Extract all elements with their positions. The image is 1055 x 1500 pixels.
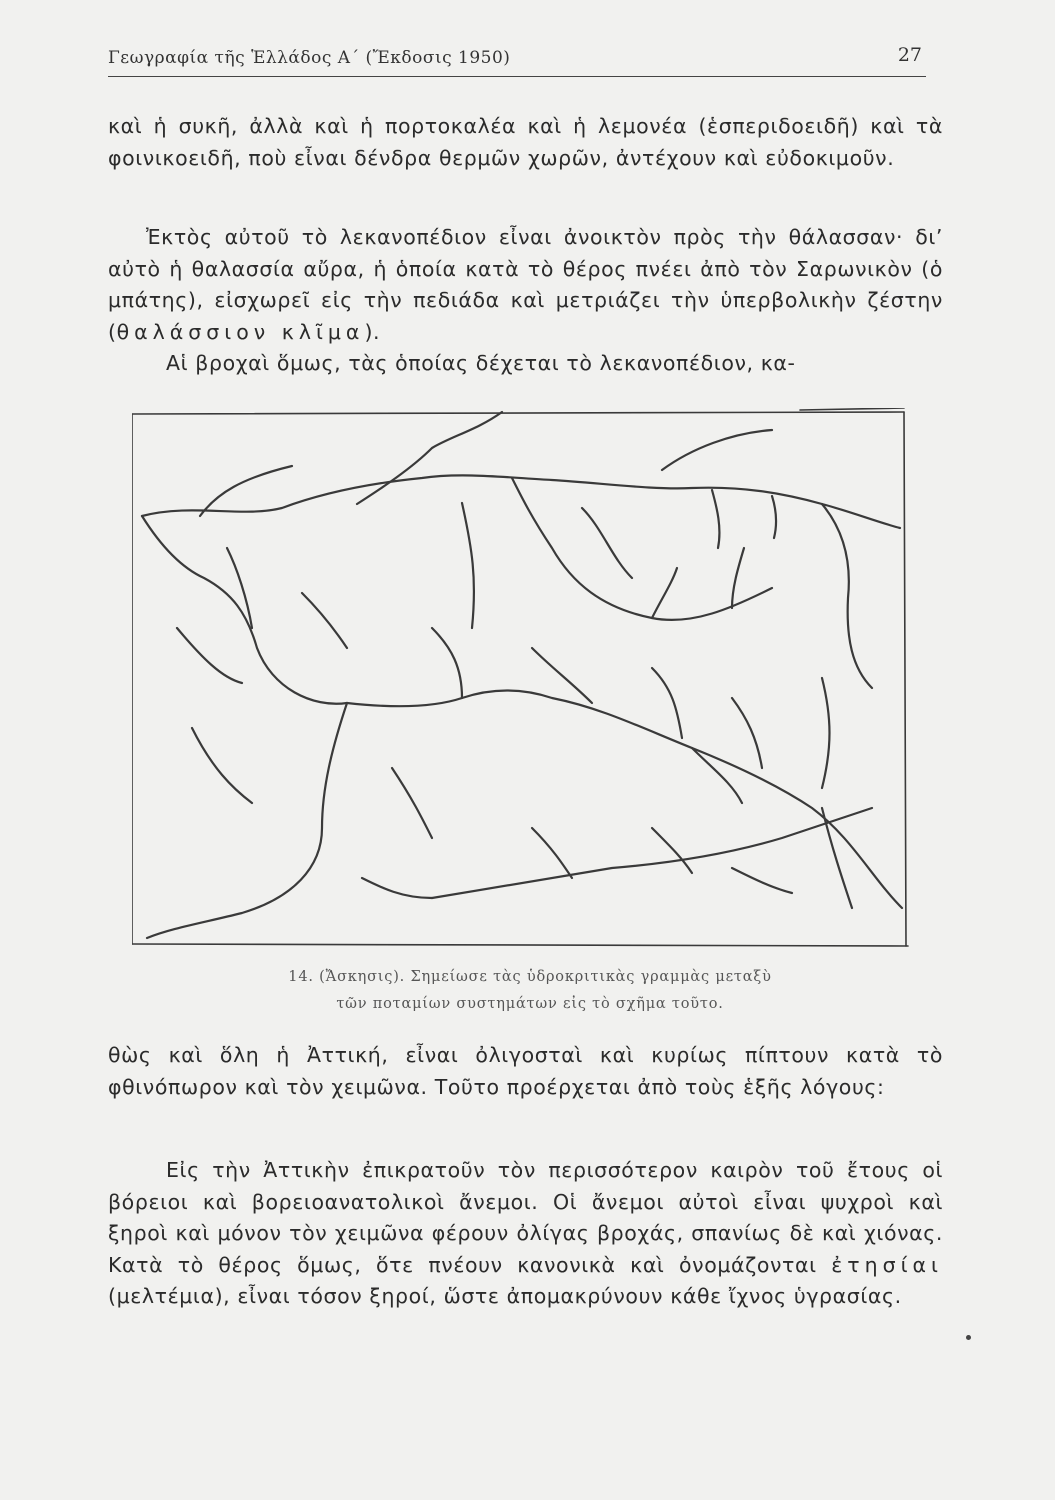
ink-speck: [966, 1335, 971, 1340]
figure-caption: [180, 964, 880, 1018]
river-r-small1: [712, 490, 719, 548]
term-etesians: ἐτησίαι: [831, 1252, 943, 1277]
paragraph-fruit-trees: καὶ ἡ συκῆ, ἀλλὰ καὶ ἡ πορτοκαλέα καὶ ἡ λεμονέα (ἑσπεριδοειδῆ) καὶ τὰ φοινικοειδῆ, ποὺ εἶναι δένδρα θερμῶν χωρῶν, ἀντέχουν καὶ εὐδοκιμοῦν.: [108, 114, 943, 170]
river-top-main: [142, 475, 900, 528]
paragraph-winds: [108, 1155, 943, 1313]
page-number: 27: [897, 44, 922, 66]
river-diagonal-main: [347, 691, 902, 909]
page-header: [108, 44, 926, 77]
river-lower-b1: [192, 728, 252, 803]
river-diag-b6: [692, 748, 742, 803]
river-r-small2: [772, 496, 776, 538]
paragraph-winds-text: Εἰς τὴν Ἀττικὴν ἐπικρατοῦν τὸν περισσότερον καιρὸν τοῦ ἔτους οἱ βόρειοι καὶ βορειοανατολικοὶ ἄνεμοι. Οἱ ἄνεμοι αὐτοὶ εἶναι ψυχροὶ καὶ ξηροὶ καὶ μόνον τὸν χειμῶνα φέρουν ὀλίγας βροχάς, σπανίως δὲ καὶ χιόνας. Κατὰ τὸ θέρος ὅμως, ὅτε πνέουν κανονικὰ καὶ ὀνομάζονται: [108, 1158, 943, 1277]
caption-line-1: 14. (Ἄσκησις). Σημείωσε τὰς ὑδροκριτικὰς γραμμὰς μεταξὺ: [288, 969, 772, 985]
river-network-drawing: [132, 408, 912, 950]
river-center-br3: [652, 568, 677, 618]
river-diag-b3: [652, 668, 682, 738]
river-left-main: [142, 516, 347, 704]
term-sea-climate: θαλάσσιον κλῖμα: [116, 319, 365, 344]
river-top-nw: [357, 412, 502, 504]
paragraph-sea-breeze-end: ).: [364, 319, 381, 344]
river-left-b1: [177, 628, 242, 683]
paragraph-sea-breeze-text: Ἐκτὸς αὐτοῦ τὸ λεκανοπέδιον εἶναι ἀνοικτὸν πρὸς τὴν θάλασσαν· δι’ αὐτὸ ἡ θαλασσία αὔρα, ἡ ὁποία κατὰ τὸ θέρος πνέει ἀπὸ τὸν Σαρωνικὸν (ὁ μπάτης), εἰσχωρεῖ εἰς τὴν πεδιάδα καὶ μετριάζει τὴν ὑπερβολικὴν ζέστην (: [108, 225, 943, 344]
caption-line-2: τῶν ποταμίων συστημάτων εἰς τὸ σχῆμα τοῦτο.: [336, 996, 724, 1012]
paragraph-winds-end: (μελτέμια), εἶναι τόσον ξηροί, ὥστε ἀπομακρύνουν κάθε ἴχνος ὑγρασίας.: [108, 1284, 902, 1308]
paragraph-rainfall: θὼς καὶ ὅλη ἡ Ἀττική, εἶναι ὀλιγοσταὶ καὶ κυρίως πίπτουν κατὰ τὸ φθινόπωρον καὶ τὸν χειμῶνα. Τοῦτο προέρχεται ἀπὸ τοὺς ἑξῆς λόγους:: [108, 1043, 943, 1099]
figure-frame: [132, 408, 908, 946]
running-head: Γεωγραφία τῆς Ἑλλάδος Α΄ (Ἔκδοσις 1950): [108, 48, 511, 68]
river-center-br2: [582, 508, 632, 578]
paragraph-rain-start: Αἱ βροχαὶ ὅμως, τὰς ὁποίας δέχεται τὸ λεκανοπέδιον, κα-: [166, 351, 796, 375]
river-lower-b2: [392, 768, 432, 838]
river-systems-figure: [132, 408, 912, 950]
river-center-br1: [462, 503, 474, 628]
river-lower-b3: [362, 878, 432, 898]
river-lr-b4: [822, 808, 852, 908]
river-left-b3: [302, 593, 347, 648]
river-diag-b5: [822, 678, 830, 788]
river-lr-b3: [732, 868, 792, 893]
river-left-b2: [227, 548, 252, 628]
paragraph-sea-breeze: [108, 222, 943, 380]
river-diag-b1: [432, 628, 462, 698]
river-diag-b4: [732, 698, 762, 768]
river-lower-main: [147, 703, 347, 938]
river-lr-b2: [652, 828, 692, 873]
river-lr-b1: [532, 828, 572, 878]
river-center-br4: [732, 548, 744, 608]
river-right-upper: [822, 504, 872, 688]
river-top-ne: [662, 430, 772, 470]
river-lower-right: [432, 808, 872, 898]
